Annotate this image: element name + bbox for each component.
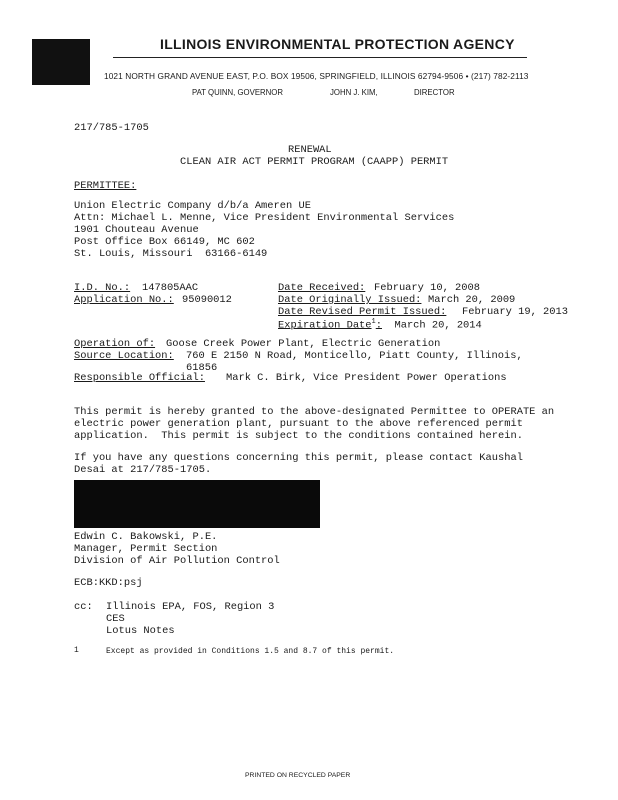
date-received-value: February 10, 2008 [374,282,481,294]
footnote-mark: 1 [74,646,79,655]
date-issued-value: March 20, 2009 [428,294,516,306]
agency-seal-redaction [32,39,90,85]
date-issued-label: Date Originally Issued: [278,294,422,306]
cc-recipient: Lotus Notes [106,625,175,637]
letterhead-rule [113,57,527,58]
cc-recipient: CES [106,613,125,625]
expiration-label: Expiration Date [278,319,372,332]
permittee-line: St. Louis, Missouri 63166-6149 [74,248,268,260]
date-revised-value: February 19, 2013 [462,306,569,318]
heading-renewal: RENEWAL [288,144,332,156]
application-value: 95090012 [182,294,232,306]
reference-initials: ECB:KKD:psj [74,577,143,589]
body-line: electric power generation plant, pursuant to the above referenced permit [74,418,523,430]
date-received-label: Date Received: [278,282,366,294]
source-location-zip: 61856 [186,362,218,374]
cc-label: cc: [74,601,93,613]
heading-title: CLEAN AIR ACT PERMIT PROGRAM (CAAPP) PERMIT [180,156,449,168]
agency-address: 1021 NORTH GRAND AVENUE EAST, P.O. BOX 19506, SPRINGFIELD, ILLINOIS 62794-9506 • (217) 782-2113 [104,71,529,81]
permittee-label: PERMITTEE: [74,180,137,192]
expiration-date: Expiration Date$^1$: March 20, 2014 [278,318,482,332]
permittee-line: Union Electric Company d/b/a Ameren UE [74,200,311,212]
footnote-ref: 1 [371,318,376,326]
body-line: This permit is hereby granted to the above-designated Permittee to OPERATE an [74,406,555,418]
id-label: I.D. No.: [74,282,131,294]
signatory-division: Division of Air Pollution Control [74,555,280,567]
responsible-official-label: Responsible Official: [74,372,205,384]
cc-recipient: Illinois EPA, FOS, Region 3 [106,601,275,613]
signature-redaction [74,480,320,528]
date-revised-label: Date Revised Permit Issued: [278,306,447,318]
signatory-name: Edwin C. Bakowski, P.E. [74,531,218,543]
governor-name: PAT QUINN, GOVERNOR [192,88,283,97]
operation-label: Operation of: [74,338,156,350]
expiration-value: March 20, 2014 [394,319,482,332]
phone-number: 217/785-1705 [74,122,149,134]
permittee-line: Attn: Michael L. Menne, Vice President Environmental Services [74,212,455,224]
source-location-label: Source Location: [74,350,174,362]
signatory-title: Manager, Permit Section [74,543,218,555]
director-title: DIRECTOR [414,88,455,97]
operation-value: Goose Creek Power Plant, Electric Generation [166,338,441,350]
source-location-value: 760 E 2150 N Road, Monticello, Piatt County, Illinois, [186,350,523,362]
application-label: Application No.: [74,294,174,306]
director-name: JOHN J. KIM, [330,88,378,97]
permittee-line: Post Office Box 66149, MC 602 [74,236,255,248]
body-line: Desai at 217/785-1705. [74,464,212,476]
footnote-text: Except as provided in Conditions 1.5 and 8.7 of this permit. [106,647,395,656]
id-value: 147805AAC [142,282,199,294]
agency-name: ILLINOIS ENVIRONMENTAL PROTECTION AGENCY [160,36,515,52]
responsible-official-value: Mark C. Birk, Vice President Power Operations [226,372,507,384]
permittee-line: 1901 Chouteau Avenue [74,224,199,236]
body-line: If you have any questions concerning this permit, please contact Kaushal [74,452,523,464]
body-line: application. This permit is subject to the conditions contained herein. [74,430,523,442]
recycled-paper-footer: PRINTED ON RECYCLED PAPER [245,772,351,779]
